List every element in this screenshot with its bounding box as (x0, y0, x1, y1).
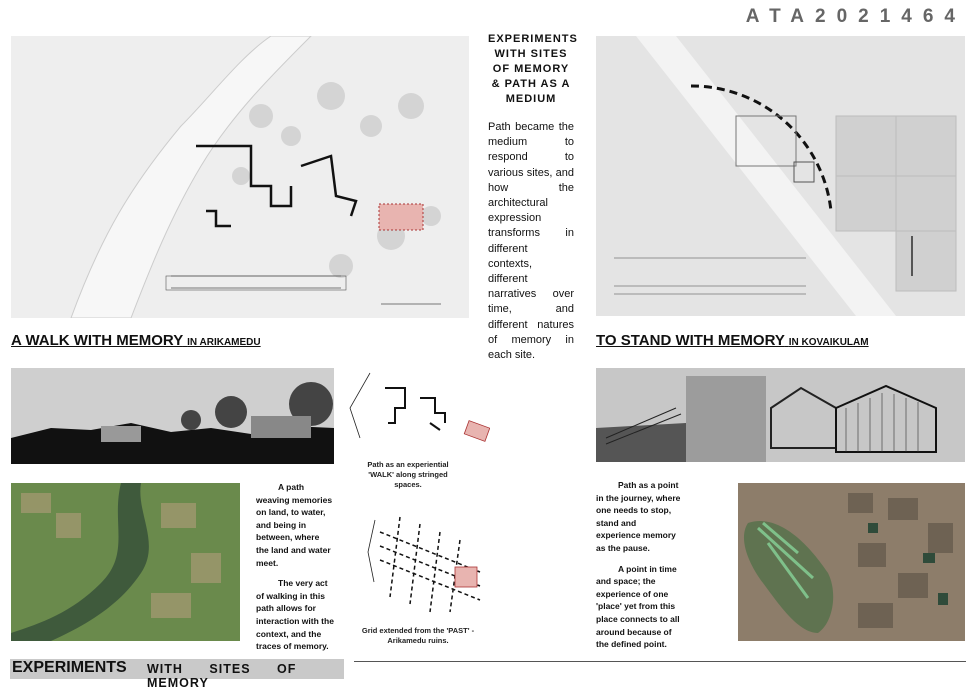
center-title: EXPERIMENTS WITH SITES OF MEMORY & PATH AS A MEDIUM (488, 33, 578, 105)
footer-rest: WITH SITES OF MEMORY (147, 662, 297, 690)
section-title-walk-main: A WALK WITH MEMORY (11, 332, 183, 349)
grid-caption: Grid extended from the 'PAST' - Arikamedu ruins. (361, 626, 475, 645)
walk-description-p1: A path weaving memories on land, to water, and being in between, where the land and water meet. (256, 482, 333, 568)
arikamedu-aerial (11, 483, 240, 641)
arikamedu-site-plan (11, 36, 469, 318)
walk-caption: Path as an experiential 'WALK' along stringed spaces. (367, 460, 449, 489)
grid-diagram (360, 512, 490, 622)
stand-description-p1: Path as a point in the journey, where one needs to stop, stand and experience memory as the pause. (596, 480, 681, 553)
stand-description-p2: A point in time and space; the experience of one 'place' yet from this place connects to all around because of the defined point. (596, 563, 680, 650)
center-paragraph: Path became the medium to respond to various sites, and how the architectural expression transforms in different contexts, different narratives over time, and different natures of memory in each site. (488, 121, 574, 362)
arikamedu-collage (11, 368, 334, 464)
walk-description (256, 481, 334, 661)
section-title-walk (11, 332, 261, 349)
kovaikulam-site-plan (596, 36, 965, 316)
sheet-id: ATA2021464 (745, 6, 966, 27)
footer-rule (354, 661, 966, 662)
walk-diagram (340, 368, 490, 458)
kovaikulam-collage (596, 368, 965, 462)
section-title-stand-main: TO STAND WITH MEMORY (596, 332, 785, 349)
kovaikulam-aerial (738, 483, 965, 641)
section-title-walk-sub: IN ARIKAMEDU (187, 337, 261, 348)
section-title-stand-sub: IN KOVAIKULAM (788, 337, 869, 348)
section-title-stand (596, 332, 869, 349)
footer-word: EXPERIMENTS (12, 659, 127, 676)
walk-description-p2: The very act of walking in this path allows for interaction with the context, and the traces of memory. (256, 578, 334, 652)
footer-bar (10, 659, 344, 690)
stand-description (596, 479, 682, 659)
